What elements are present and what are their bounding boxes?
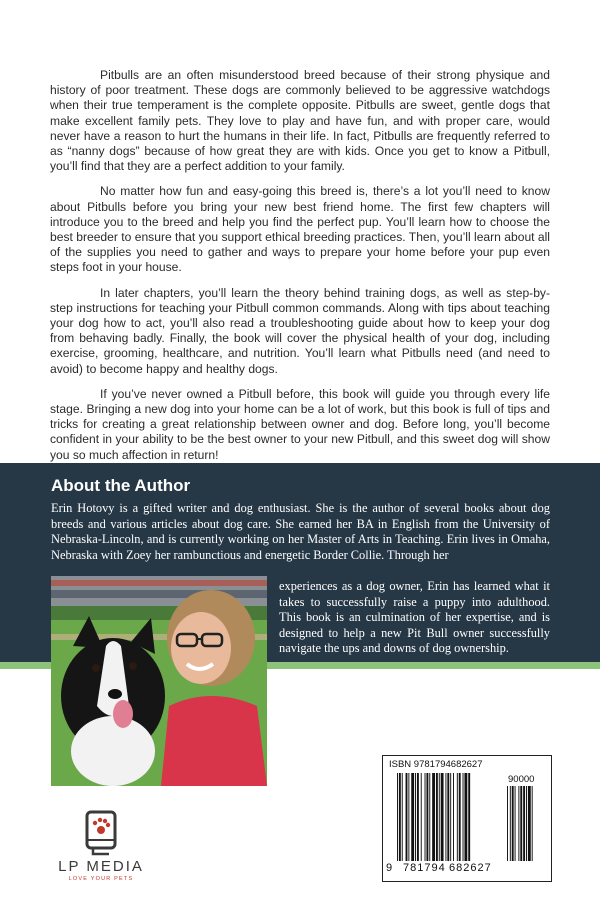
barcode-bar [415,773,416,861]
publisher-name: LP MEDIA [58,858,144,875]
barcode-bar [402,773,403,861]
price-code: 90000 [508,774,535,785]
author-bio-bottom: experiences as a dog owner, Erin has learned what it takes to successfully raise a puppy into adulthood. This book is an culmination of her expertise, and is designed to help a new Pit Bull owner successfully navigate the ups and downs of dog ownership. [279,579,550,656]
author-photo [51,576,267,786]
barcode-addon-bar [520,786,522,861]
barcode-bar [468,773,470,861]
barcode-digit-lead: 9 [386,862,394,874]
barcode-bar [453,773,454,861]
barcode-addon-bar [510,786,511,861]
isbn-barcode [382,755,552,882]
barcode-addon-bar [512,786,514,861]
barcode-addon-bar [507,786,508,861]
barcode-addon-bar [528,786,531,861]
barcode-bar [463,773,464,861]
book-description [50,68,550,473]
description-paragraph-4: If you’ve never owned a Pitbull before, this book will guide you through every life stage. Bringing a new dog into your home can be a lot of work, but this book is full of tips and tricks for creating a great relationship between owner and dog. Before long, you’ll become confident in your ability to be the best owner to your new Pitbull, and this sweet dog will show you so much affection in return! [50,386,550,462]
barcode-bar [408,773,409,861]
description-paragraph-3: In later chapters, you’ll learn the theory behind training dogs, as well as step-by-step instructions for teaching your Pitbull common commands. Along with tips about teaching your dog how to act, you’ll also read a troubleshooting guide about how to keep your dog from behaving badly. Finally, the book will cover the physical health of your dog, including exercise, grooming, healthcare, and nutrition. You’ll learn what Pitbulls need (and need to avoid) to become happy and healthy dogs. [50,285,550,376]
barcode-bar [436,773,438,861]
author-heading: About the Author [51,476,191,495]
barcode-bar [399,773,401,861]
book-paw-icon [51,808,151,856]
barcode-bar [445,773,446,861]
barcode-addon-bar [518,786,519,861]
barcode-bar [425,773,426,861]
barcode-bar [406,773,408,861]
barcode-digits-right: 682627 [449,862,492,874]
description-paragraph-2: No matter how fun and easy-going this breed is, there’s a lot you’ll need to know about Pitbulls before you bring your new best friend home. The first few chapters will introduce you to the breed and help you find the perfect pup. You’ll learn how to choose the best breeder to ensure that you support ethical breeding practices. Then, you’ll learn about all of the supplies you need to gather and ways to prepare your home before your pup even steps foot in your house. [50,184,550,275]
barcode-bar [411,773,414,861]
barcode-bar [459,773,461,861]
barcode-bar [464,773,467,861]
publisher-logo [51,808,151,883]
isbn-label: ISBN 9781794682627 [389,759,483,770]
barcode-addon-bar [532,786,533,861]
barcode-bar [397,773,398,861]
barcode-bar [421,773,422,861]
barcode-bar [441,773,444,861]
barcode-bar [457,773,458,861]
barcode-bar [426,773,428,861]
barcode-bar [447,773,449,861]
barcode-addon-bar [526,786,527,861]
publisher-tagline: LOVE YOUR PETS [68,876,134,882]
barcode-digits-left: 781794 [403,862,446,874]
description-paragraph-1: Pitbulls are an often misunderstood breed because of their strong physique and history of poor treatment. These dogs are commonly believed to be aggressive watchdogs when their true temperament is the complete opposite. Pitbulls are sweet, gentle dogs that make excellent family pets. They love to play and have fun, and with proper care, would never have a reason to hurt the humans in their life. In fact, Pitbulls are frequently referred to as “nanny dogs” because of how great they are with kids. Once you get to know a Pitbull, you’ll find that they are a perfect addition to your family. [50,68,550,174]
author-photo-illustration [51,576,267,786]
barcode-bar [432,773,435,861]
barcode-bar [450,773,451,861]
barcode-addon-bar [523,786,525,861]
author-bio-top: Erin Hotovy is a gifted writer and dog enthusiast. She is the author of several books about dog breeds and various articles about dog care. She earned her BA in English from the University of Nebraska-Lincoln, and is currently working on her Master of Arts in Teaching. Erin lives in Omaha, Nebraska with Zoey her rambunctious and energetic Border Collie. Through her [51,501,550,562]
barcode-bar [439,773,440,861]
barcode-addon-bar [515,786,516,861]
barcode-bar [429,773,430,861]
barcode-bar [417,773,419,861]
